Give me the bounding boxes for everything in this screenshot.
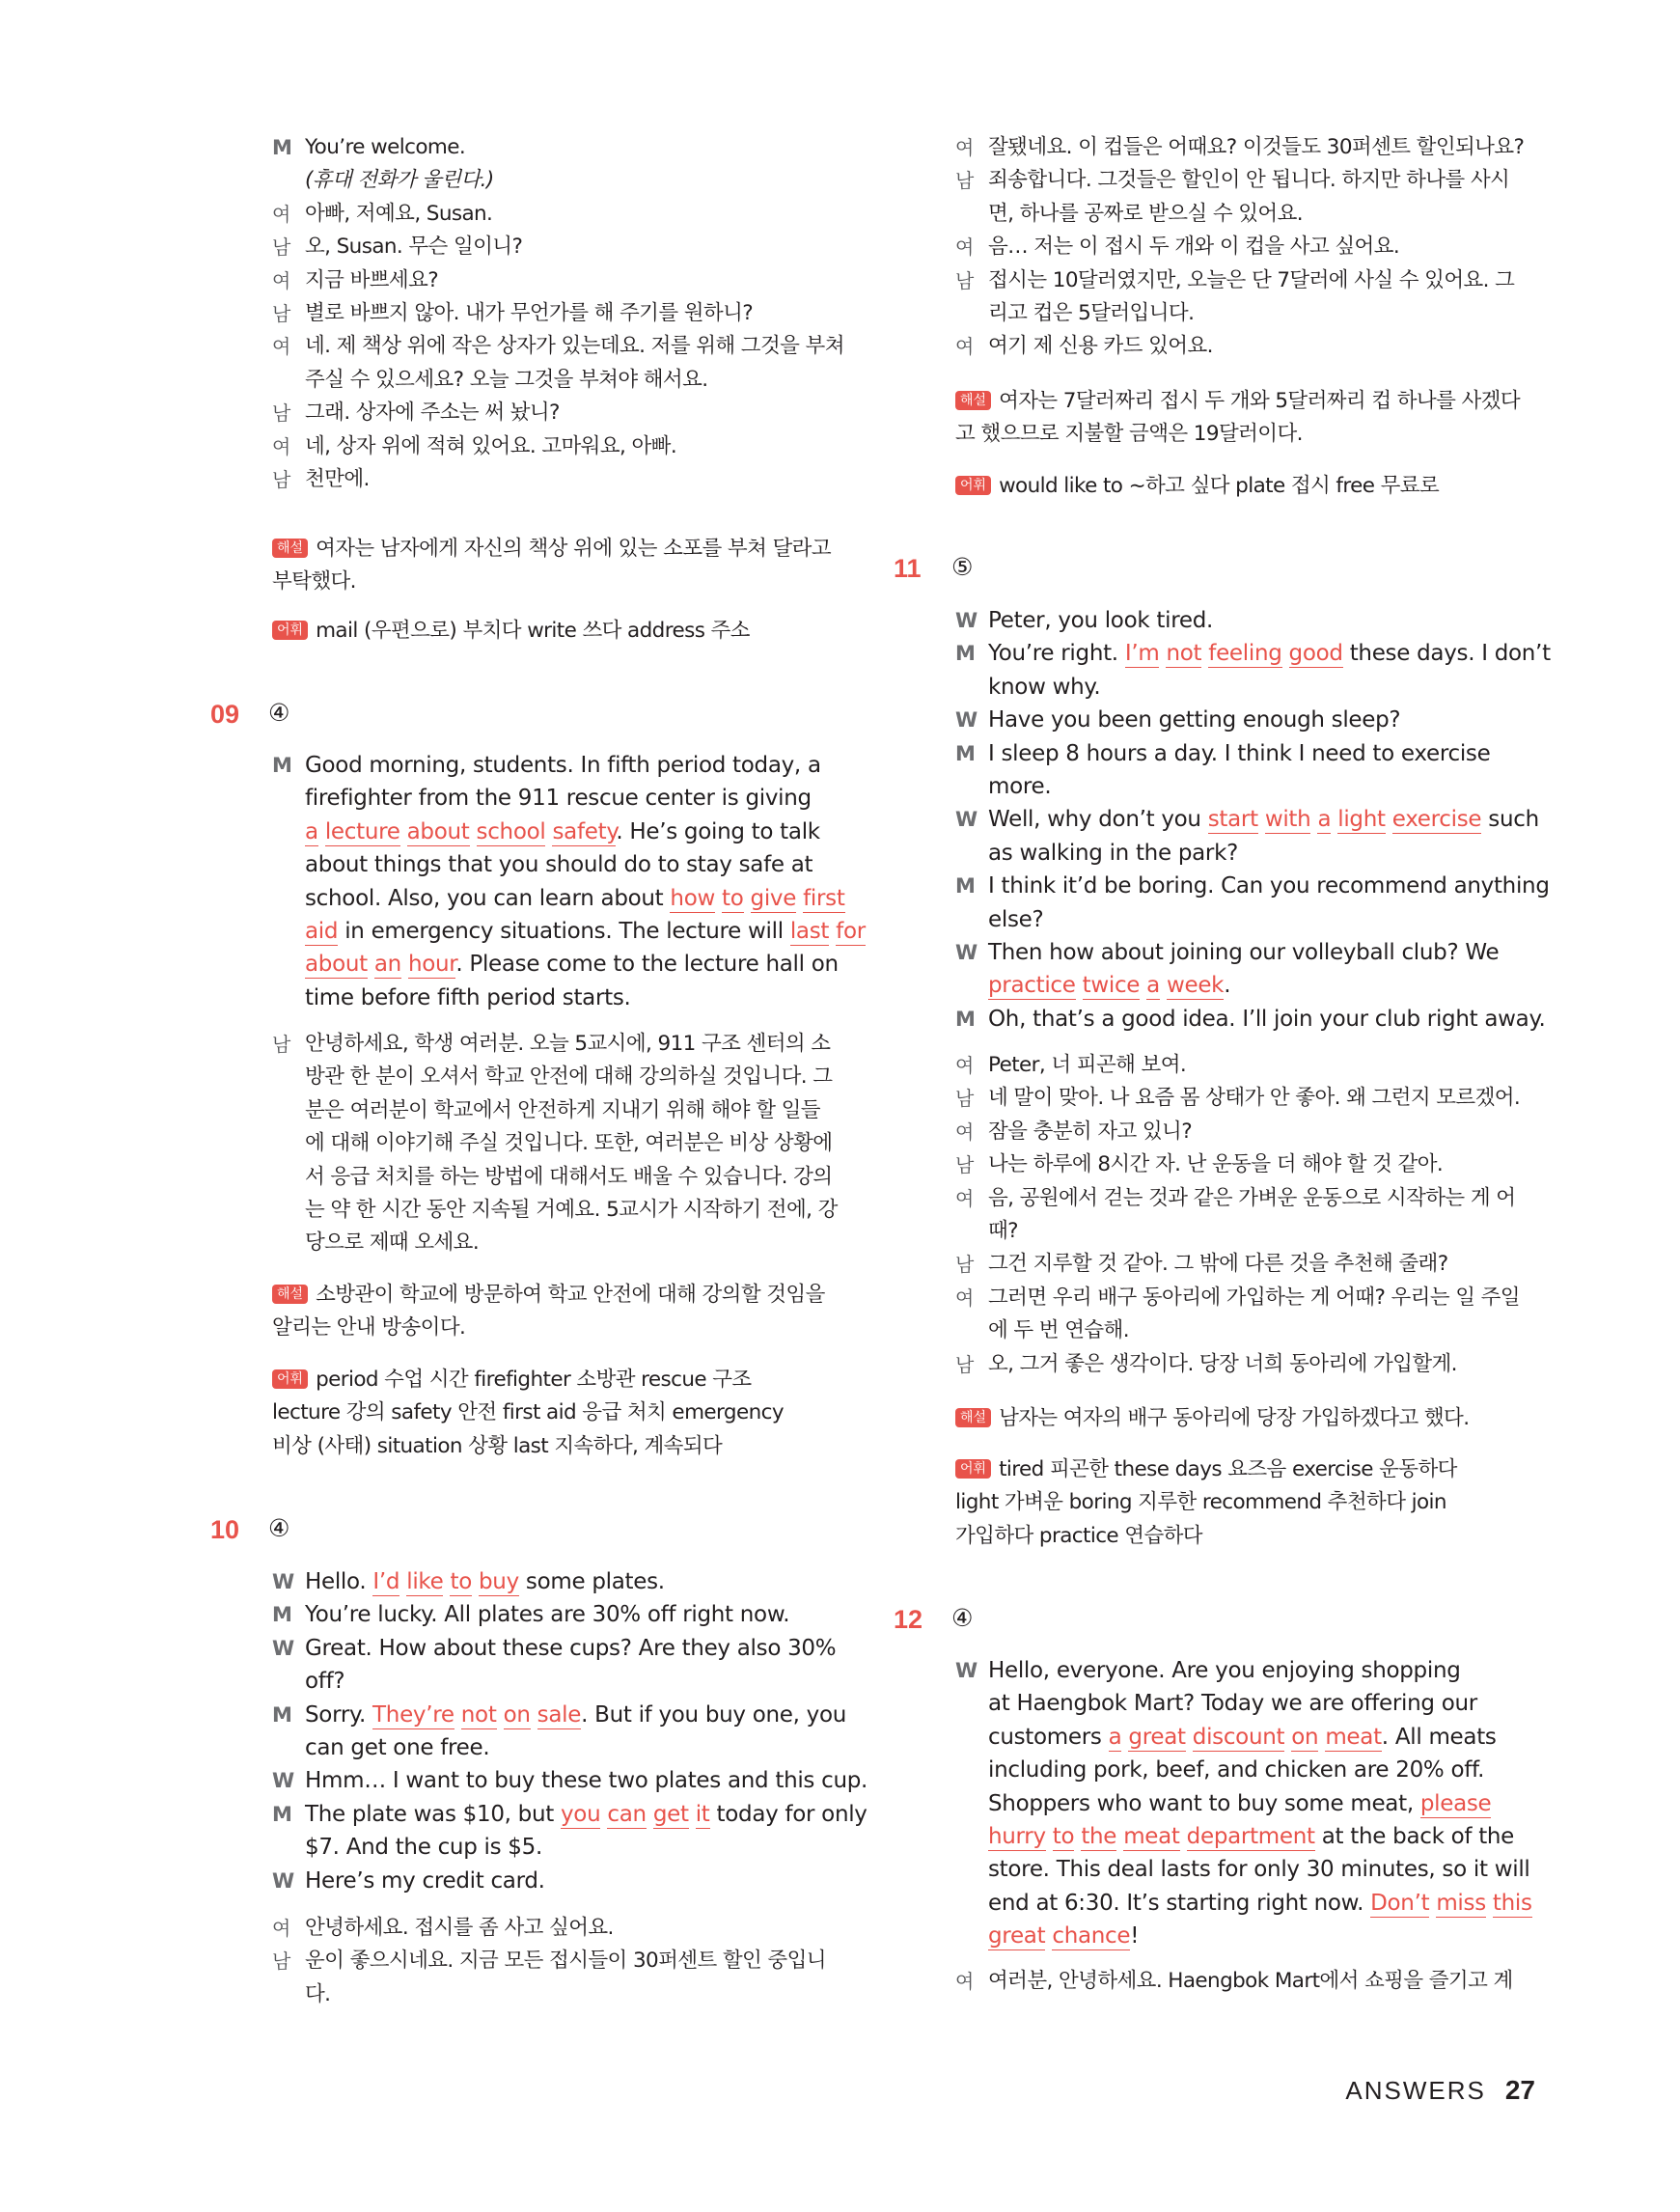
- answer-choice: ⑤: [951, 553, 974, 581]
- vocabulary: [272, 1364, 752, 1396]
- speaker-label: 남: [272, 1949, 291, 1974]
- korean-line: 당으로 제때 오세요.: [305, 1230, 480, 1256]
- page-number: 27: [1504, 2075, 1535, 2105]
- speaker-label: 여: [955, 1186, 975, 1210]
- korean-line: 오, Susan. 무슨 일이니?: [305, 235, 523, 260]
- korean-line: 아빠, 저예요, Susan.: [305, 201, 493, 226]
- dialogue-line: You’re lucky. All plates are 30% off right now.: [305, 1602, 790, 1628]
- blank-answer: how: [670, 885, 715, 911]
- explanation-tag: 해설: [955, 1408, 991, 1427]
- speaker-label: 여: [955, 335, 975, 359]
- answer-choice: ④: [268, 1514, 290, 1542]
- speaker-label: M: [272, 136, 292, 159]
- question-number: 10: [210, 1515, 240, 1544]
- vocabulary-text: mail (우편으로) 부치다 write 쓰다 address 주소: [316, 619, 750, 643]
- speaker-label: 여: [955, 1054, 975, 1077]
- blank-answer: you: [560, 1801, 601, 1827]
- korean-line: 지금 바쁘세요?: [305, 267, 439, 292]
- speaker-label: W: [272, 1769, 295, 1793]
- dialogue-line: a lecture about school safety. He’s going to talk: [305, 818, 820, 844]
- speaker-label: 여: [955, 136, 975, 159]
- explanation-text: 여자는 남자에게 자신의 책상 위에 있는 소포를 부쳐 달라고: [316, 537, 831, 561]
- korean-line: (휴대 전화가 울린다.): [305, 168, 494, 193]
- speaker-label: 남: [955, 1352, 975, 1376]
- vocabulary-text: tired 피곤한 these days 요즈음 exercise 운동하다: [999, 1457, 1457, 1481]
- blank-answer: aid: [305, 919, 339, 944]
- blank-answer: week: [1166, 973, 1225, 999]
- explanation-text: 여자는 7달러짜리 접시 두 개와 5달러짜리 컵 하나를 사겠다: [999, 389, 1520, 413]
- speaker-label: 여: [955, 1970, 975, 1993]
- footer-section-label: ANSWERS: [1345, 2076, 1486, 2105]
- explanation-text: 고 했으므로 지불할 금액은 19달러이다.: [955, 422, 1303, 447]
- blank-answer: not: [1166, 641, 1202, 667]
- dialogue-line: Have you been getting enough sleep?: [988, 707, 1401, 733]
- blank-answer: a: [305, 818, 318, 844]
- speaker-label: 여: [955, 1286, 975, 1310]
- speaker-label: 여: [272, 1917, 291, 1940]
- blank-answer: chance: [1052, 1923, 1131, 1949]
- blank-answer: feeling: [1208, 641, 1282, 667]
- dialogue-line: more.: [988, 774, 1052, 799]
- speaker-label: W: [272, 1570, 295, 1593]
- dialogue-line: Good morning, students. In fifth period today, a: [305, 753, 821, 778]
- explanation: [272, 566, 356, 598]
- speaker-label: 남: [955, 1087, 975, 1111]
- blank-answer: hurry: [988, 1824, 1046, 1849]
- speaker-label: W: [955, 808, 978, 832]
- blank-answer: on: [503, 1701, 531, 1728]
- speaker-label: 여: [955, 1120, 975, 1144]
- speaker-label: 남: [272, 302, 291, 325]
- question-number: 11: [894, 554, 922, 583]
- korean-line: 접시는 10달러였지만, 오늘은 단 7달러에 사실 수 있어요. 그: [988, 267, 1515, 292]
- korean-line: Peter, 너 피곤해 보여.: [988, 1053, 1187, 1077]
- blank-answer: a: [1317, 807, 1332, 833]
- vocabulary: [272, 615, 750, 648]
- explanation-text: 소방관이 학교에 방문하여 학교 안전에 대해 강의할 것임을: [316, 1283, 825, 1307]
- blank-answer: department: [1186, 1824, 1315, 1849]
- korean-line: 주실 수 있으세요? 오늘 그것을 부쳐야 해서요.: [305, 367, 708, 392]
- speaker-label: 남: [955, 1153, 975, 1177]
- dialogue-line: customers a great discount on meat. All meats: [988, 1724, 1497, 1750]
- vocabulary-text: lecture 강의 safety 안전 first aid 응급 처치 emergency: [272, 1400, 784, 1425]
- question-number: 09: [210, 700, 240, 729]
- blank-answer: first: [803, 885, 845, 911]
- blank-answer: miss: [1436, 1890, 1486, 1916]
- vocabulary: [272, 1396, 784, 1429]
- dialogue-line: I sleep 8 hours a day. I think I need to exercise: [988, 740, 1491, 766]
- korean-line: 운이 좋으시네요. 지금 모든 접시들이 30퍼센트 할인 중입니: [305, 1949, 826, 1974]
- korean-line: 천만에.: [305, 467, 370, 491]
- blank-answer: get: [652, 1801, 689, 1827]
- dialogue-line: Great. How about these cups? Are they also 30%: [305, 1635, 837, 1661]
- speaker-label: W: [955, 708, 978, 733]
- vocabulary-text: 비상 (사태) situation 상황 last 지속하다, 계속되다: [272, 1433, 723, 1458]
- speaker-label: 남: [272, 468, 291, 491]
- explanation: [272, 1312, 465, 1344]
- explanation-text: 알리는 안내 방송이다.: [272, 1315, 466, 1341]
- blank-answer: light: [1337, 807, 1386, 833]
- korean-line: 분은 여러분이 학교에서 안전하게 지내기 위해 해야 할 일들: [305, 1097, 820, 1122]
- speaker-label: W: [955, 1659, 978, 1682]
- speaker-label: 남: [955, 169, 975, 193]
- vocabulary-tag: 어휘: [272, 1369, 308, 1389]
- dialogue-line: about an hour. Please come to the lecture hall on: [305, 952, 839, 978]
- speaker-label: 남: [272, 401, 291, 426]
- blank-answer: safety: [552, 818, 617, 844]
- speaker-label: W: [272, 1868, 295, 1893]
- dialogue-line: know why.: [988, 674, 1101, 700]
- dialogue-line: The plate was $10, but you can get it today for only: [305, 1801, 868, 1827]
- dialogue-line: hurry to the meat department at the back of the: [988, 1824, 1515, 1849]
- vocabulary: [955, 1520, 1202, 1553]
- vocabulary-text: would like to ~하고 싶다 plate 접시 free 무료로: [999, 474, 1440, 498]
- page-footer: [1345, 2075, 1535, 2106]
- korean-line: 그건 지루할 것 같아. 그 밖에 다른 것을 추천해 줄래?: [988, 1252, 1448, 1277]
- korean-line: 에 대해 이야기해 주실 것입니다. 또한, 여러분은 비상 상황에: [305, 1131, 833, 1156]
- explanation-text: 부탁했다.: [272, 569, 356, 594]
- blank-answer: the: [1081, 1824, 1117, 1849]
- dialogue-line: Peter, you look tired.: [988, 608, 1214, 633]
- blank-answer: this: [1492, 1890, 1532, 1916]
- speaker-label: W: [272, 1636, 295, 1660]
- explanation: [955, 418, 1303, 451]
- korean-line: 네. 제 책상 위에 작은 상자가 있는데요. 저를 위해 그것을 부쳐: [305, 334, 844, 359]
- korean-line: 별로 바쁘지 않아. 내가 무언가를 해 주기를 원하니?: [305, 301, 754, 325]
- dialogue-line: great chance!: [988, 1923, 1140, 1949]
- vocabulary: [272, 1430, 722, 1463]
- dialogue-line: firefighter from the 911 rescue center is giving: [305, 786, 812, 812]
- dialogue-line: including pork, beef, and chicken are 20% off.: [988, 1757, 1485, 1783]
- explanation: [955, 1402, 1469, 1435]
- explanation: [272, 1279, 825, 1312]
- korean-line: You’re welcome.: [305, 135, 466, 159]
- dialogue-line: Shoppers who want to buy some meat, please: [988, 1790, 1492, 1816]
- dialogue-line: at Haengbok Mart? Today we are offering our: [988, 1691, 1477, 1717]
- dialogue-line: store. This deal lasts for only 30 minutes, so it will: [988, 1857, 1530, 1883]
- answer-choice: ④: [268, 699, 290, 727]
- blank-answer: lecture: [324, 818, 400, 844]
- speaker-label: 여: [272, 434, 291, 458]
- question-number: 12: [894, 1605, 923, 1634]
- korean-line: 는 약 한 시간 동안 지속될 거예요. 5교시가 시작하기 전에, 강: [305, 1198, 838, 1222]
- blank-answer: practice: [988, 973, 1076, 999]
- dialogue-line: time before fifth period starts.: [305, 984, 631, 1010]
- blank-answer: please: [1419, 1790, 1492, 1816]
- speaker-label: W: [955, 609, 978, 632]
- blank-answer: discount: [1192, 1724, 1285, 1750]
- blank-answer: meat: [1123, 1824, 1180, 1849]
- answer-choice: ④: [951, 1604, 974, 1632]
- dialogue-line: Hello, everyone. Are you enjoying shopping: [988, 1658, 1461, 1683]
- korean-line: 리고 컵은 5달러입니다.: [988, 301, 1195, 325]
- dialogue-line: else?: [988, 906, 1044, 932]
- explanation: [272, 533, 831, 566]
- blank-answer: I’d: [372, 1569, 400, 1594]
- korean-line: 네, 상자 위에 적혀 있어요. 고마워요, 아빠.: [305, 433, 677, 458]
- vocabulary: [955, 1486, 1446, 1519]
- speaker-label: 여: [272, 268, 291, 292]
- korean-line: 에 두 번 연습해.: [988, 1318, 1129, 1343]
- blank-answer: good: [1288, 641, 1343, 667]
- korean-line: 잘됐네요. 이 컵들은 어때요? 이것들도 30퍼센트 할인되나요?: [988, 135, 1525, 159]
- vocabulary-text: light 가벼운 boring 지루한 recommend 추천하다 join: [955, 1490, 1446, 1515]
- dialogue-line: can get one free.: [305, 1735, 490, 1760]
- dialogue-line: end at 6:30. It’s starting right now. Don’t miss this: [988, 1890, 1532, 1916]
- speaker-label: 여: [955, 235, 975, 260]
- blank-answer: last: [789, 919, 830, 944]
- speaker-label: W: [955, 941, 978, 964]
- blank-answer: hour: [407, 952, 456, 978]
- speaker-label: M: [272, 1802, 292, 1826]
- speaker-label: M: [955, 1007, 976, 1031]
- explanation-tag: 해설: [272, 1285, 308, 1304]
- blank-answer: to: [1052, 1824, 1075, 1849]
- blank-answer: I’m: [1124, 641, 1160, 667]
- blank-answer: sale: [537, 1701, 582, 1728]
- speaker-label: M: [955, 642, 976, 666]
- korean-line: 방관 한 분이 오셔서 학교 안전에 대해 강의하실 것입니다. 그: [305, 1065, 833, 1090]
- dialogue-line: Well, why don’t you start with a light exercise such: [988, 807, 1539, 833]
- speaker-label: M: [272, 754, 292, 777]
- dialogue-line: $7. And the cup is $5.: [305, 1835, 542, 1861]
- speaker-label: 남: [955, 268, 975, 292]
- speaker-label: 남: [272, 235, 291, 260]
- explanation: [955, 385, 1520, 418]
- dialogue-line: practice twice a week.: [988, 973, 1231, 999]
- speaker-label: 여: [272, 202, 291, 226]
- blank-answer: give: [750, 885, 797, 911]
- blank-answer: twice: [1082, 973, 1141, 999]
- blank-answer: to: [450, 1569, 472, 1594]
- speaker-label: M: [955, 741, 976, 765]
- speaker-label: 여: [272, 335, 291, 359]
- dialogue-line: aid in emergency situations. The lecture will last for: [305, 919, 866, 944]
- speaker-label: 남: [955, 1253, 975, 1277]
- speaker-label: M: [955, 874, 976, 899]
- blank-answer: about: [305, 952, 368, 978]
- blank-answer: not: [460, 1701, 497, 1728]
- blank-answer: with: [1264, 807, 1311, 833]
- vocabulary-tag: 어휘: [272, 621, 308, 640]
- blank-answer: Don’t: [1370, 1890, 1430, 1916]
- blank-answer: to: [722, 885, 744, 911]
- korean-line: 안녕하세요. 접시를 좀 사고 싶어요.: [305, 1916, 614, 1940]
- blank-answer: start: [1207, 807, 1258, 833]
- korean-line: 서 응급 처치를 하는 방법에 대해서도 배울 수 있습니다. 강의: [305, 1164, 833, 1189]
- blank-answer: an: [373, 952, 401, 978]
- dialogue-line: Hello. I’d like to buy some plates.: [305, 1569, 665, 1594]
- vocabulary-text: period 수업 시간 firefighter 소방관 rescue 구조: [316, 1368, 752, 1392]
- korean-line: 면, 하나를 공짜로 받으실 수 있어요.: [988, 201, 1304, 226]
- korean-line: 나는 하루에 8시간 자. 난 운동을 더 해야 할 것 같아.: [988, 1152, 1444, 1177]
- blank-answer: a: [1146, 973, 1160, 999]
- dialogue-line: I think it’d be boring. Can you recommend anything: [988, 873, 1550, 899]
- korean-line: 안녕하세요, 학생 여러분. 오늘 5교시에, 911 구조 센터의 소: [305, 1032, 831, 1056]
- korean-line: 다.: [305, 1981, 331, 2006]
- speaker-label: 남: [272, 1033, 291, 1056]
- dialogue-line: Then how about joining our volleyball club? We: [988, 940, 1500, 965]
- blank-answer: great: [1128, 1724, 1186, 1750]
- explanation-text: 남자는 여자의 배구 동아리에 당장 가입하겠다고 했다.: [999, 1406, 1470, 1430]
- vocabulary-tag: 어휘: [955, 476, 991, 495]
- korean-line: 죄송합니다. 그것들은 할인이 안 됩니다. 하지만 하나를 사시: [988, 168, 1510, 193]
- dialogue-line: You’re right. I’m not feeling good these days. I don’t: [988, 641, 1551, 667]
- korean-line: 음, 공원에서 걷는 것과 같은 가벼운 운동으로 시작하는 게 어: [988, 1185, 1516, 1210]
- vocabulary: [955, 470, 1439, 503]
- blank-answer: about: [406, 818, 470, 844]
- blank-answer: it: [695, 1801, 710, 1827]
- vocabulary: [955, 1453, 1457, 1486]
- korean-line: 그래. 상자에 주소는 써 놨니?: [305, 401, 560, 426]
- korean-line: 때?: [988, 1219, 1018, 1243]
- blank-answer: on: [1291, 1724, 1319, 1750]
- blank-answer: like: [406, 1569, 444, 1594]
- korean-line: 여러분, 안녕하세요. Haengbok Mart에서 쇼핑을 즐기고 계: [988, 1969, 1513, 1993]
- dialogue-line: Oh, that’s a good idea. I’ll join your club right away.: [988, 1006, 1546, 1032]
- blank-answer: great: [988, 1923, 1046, 1949]
- dialogue-line: Here’s my credit card.: [305, 1867, 545, 1894]
- korean-line: 오, 그거 좋은 생각이다. 당장 너희 동아리에 가입할게.: [988, 1351, 1457, 1376]
- korean-line: 여기 제 신용 카드 있어요.: [988, 334, 1213, 359]
- dialogue-line: as walking in the park?: [988, 840, 1238, 866]
- korean-line: 잠을 충분히 자고 있니?: [988, 1119, 1193, 1144]
- blank-answer: for: [836, 919, 866, 944]
- korean-line: 그러면 우리 배구 동아리에 가입하는 게 어때? 우리는 일 주일: [988, 1285, 1520, 1310]
- blank-answer: a: [1108, 1724, 1122, 1750]
- explanation-tag: 해설: [955, 391, 991, 410]
- dialogue-line: off?: [305, 1669, 345, 1695]
- korean-line: 음… 저는 이 접시 두 개와 이 컵을 사고 싶어요.: [988, 235, 1400, 260]
- blank-answer: school: [476, 818, 546, 844]
- blank-answer: exercise: [1391, 807, 1482, 833]
- blank-answer: can: [607, 1801, 647, 1827]
- speaker-label: M: [272, 1702, 292, 1727]
- blank-answer: meat: [1325, 1724, 1382, 1750]
- dialogue-line: school. Also, you can learn about how to give first: [305, 885, 845, 911]
- dialogue-line: Hmm… I want to buy these two plates and this cup.: [305, 1768, 868, 1794]
- explanation-tag: 해설: [272, 539, 308, 558]
- korean-line: 네 말이 맞아. 나 요즘 몸 상태가 안 좋아. 왜 그런지 모르겠어.: [988, 1086, 1521, 1111]
- vocabulary-text: 가입하다 practice 연습하다: [955, 1523, 1202, 1548]
- dialogue-line: Sorry. They’re not on sale. But if you buy one, you: [305, 1701, 847, 1728]
- blank-answer: They’re: [372, 1701, 454, 1728]
- vocabulary-tag: 어휘: [955, 1459, 991, 1479]
- blank-answer: buy: [479, 1569, 519, 1594]
- speaker-label: M: [272, 1603, 292, 1627]
- dialogue-line: about things that you should do to stay safe at: [305, 852, 813, 878]
